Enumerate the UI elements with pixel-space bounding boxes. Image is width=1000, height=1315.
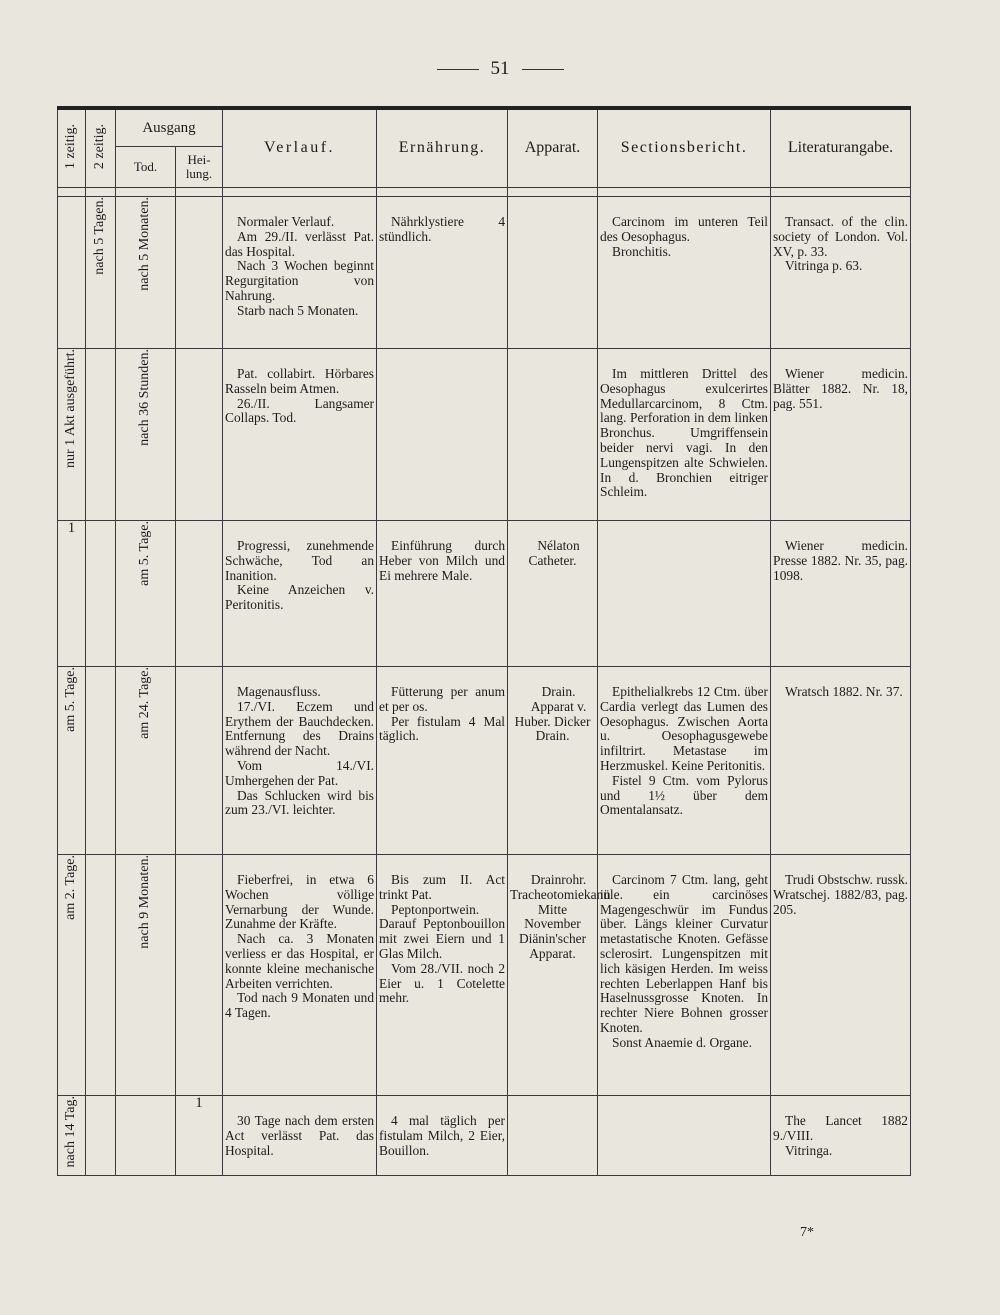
- table-row: [58, 667, 911, 855]
- cell-verlauf-paragraph: 30 Tage nach dem ersten Act verlässt Pat. das Hospital.: [225, 1113, 375, 1158]
- cell-apparat-paragraph: Apparat v. Huber. Dicker Drain.: [514, 698, 591, 744]
- cell-tod-text: am 5. Tage.: [137, 521, 153, 586]
- cell-zeitig-2: [86, 1096, 116, 1176]
- page-number-dash-left: [437, 69, 479, 70]
- cell-apparat: [508, 667, 598, 855]
- cell-verlauf: [223, 855, 377, 1096]
- cell-verlauf: [223, 349, 377, 521]
- cell-literaturangabe-paragraph: Wratsch 1882. Nr. 37.: [785, 684, 903, 699]
- cell-zeitig-2: [86, 521, 116, 667]
- header-zeitig-2: 2 zeitig.: [86, 108, 116, 188]
- case-table: [57, 106, 911, 1176]
- cell-ernaehrung: [377, 349, 508, 521]
- cell-sectionsbericht: [598, 667, 771, 855]
- cell-heilung: 1: [176, 1096, 223, 1176]
- cell-verlauf: [223, 197, 377, 349]
- cell-sectionsbericht: [598, 1096, 771, 1176]
- cell-zeitig-1: [58, 855, 86, 1096]
- cell-heilung: [176, 667, 223, 855]
- cell-verlauf-paragraph: Starb nach 5 Monaten.: [237, 302, 359, 318]
- cell-tod-text: nach 9 Monaten.: [137, 855, 153, 949]
- cell-zeitig-1: [58, 197, 86, 349]
- cell-tod-text: am 24. Tage.: [137, 667, 153, 739]
- cell-apparat: [508, 521, 598, 667]
- cell-apparat: [508, 1096, 598, 1176]
- cell-verlauf-paragraph: Nach 3 Wochen beginnt Regurgitation von Nahrung.: [225, 258, 375, 303]
- cell-literaturangabe-paragraph: Vitringa p. 63.: [785, 258, 863, 274]
- cell-sectionsbericht-paragraph: Bronchitis.: [612, 243, 672, 259]
- cell-zeitig-1: [58, 349, 86, 521]
- cell-verlauf-paragraph: Magenausfluss.: [237, 684, 321, 699]
- cell-tod: [116, 349, 176, 521]
- cell-ernaehrung-paragraph: Nährklystiere 4 stündlich.: [379, 214, 506, 244]
- cell-zeitig-1-text: am 2. Tage.: [63, 855, 79, 920]
- cell-sectionsbericht-paragraph: Fistel 9 Ctm. vom Pylorus und 1½ über dem Omentalansatz.: [600, 772, 769, 818]
- cell-zeitig-1: [58, 667, 86, 855]
- cell-sectionsbericht-paragraph: Epithelialkrebs 12 Ctm. über Cardia verlegt das Lumen des Oesophagus. Zwischen Aorta u. Oesophagusgewebe infiltrirt. Metastase im Herzmuskel. Keine Peritonitis.: [600, 684, 769, 773]
- cell-literaturangabe-paragraph: Wiener medicin. Blätter 1882. Nr. 18, pag. 551.: [773, 366, 909, 411]
- cell-verlauf-paragraph: Normaler Verlauf.: [237, 214, 335, 229]
- page-number: [0, 58, 1000, 80]
- header-verlauf: Verlauf.: [223, 108, 377, 188]
- cell-verlauf-paragraph: Keine Anzeichen v. Peritonitis.: [225, 582, 375, 613]
- cell-sectionsbericht-paragraph: Carcinom im unteren Teil des Oesophagus.: [600, 214, 769, 244]
- cell-ernaehrung-paragraph: Vom 28./VII. noch 2 Eier u. 1 Cotelette mehr.: [379, 960, 506, 1006]
- cell-ernaehrung-paragraph: Fütterung per anum et per os.: [379, 684, 506, 714]
- table-row: [58, 521, 911, 667]
- cell-ernaehrung-paragraph: 4 mal täglich per fistulam Milch, 2 Eier, Bouillon.: [379, 1113, 506, 1158]
- cell-zeitig-2: [86, 855, 116, 1096]
- cell-zeitig-2: [86, 349, 116, 521]
- cell-tod: [116, 197, 176, 349]
- cell-verlauf-paragraph: Vom 14./VI. Umhergehen der Pat.: [225, 757, 375, 788]
- cell-ernaehrung-paragraph: Bis zum II. Act trinkt Pat.: [379, 872, 506, 902]
- cell-zeitig-2: [86, 667, 116, 855]
- header-literaturangabe: Literaturangabe.: [771, 108, 911, 188]
- cell-verlauf-paragraph: Fieberfrei, in etwa 6 Wochen völlige Vernarbung der Wunde. Zunahme der Kräfte.: [225, 872, 375, 932]
- table-row: [58, 197, 911, 349]
- cell-sectionsbericht: [598, 349, 771, 521]
- cell-zeitig-2: [86, 197, 116, 349]
- cell-tod: [116, 667, 176, 855]
- cell-zeitig-1: 1: [58, 521, 86, 667]
- cell-sectionsbericht-paragraph: Sonst Anaemie d. Organe.: [612, 1034, 752, 1050]
- cell-zeitig-1: [58, 1096, 86, 1176]
- cell-literaturangabe: [771, 1096, 911, 1176]
- cell-verlauf: [223, 1096, 377, 1176]
- header-zeitig-1: 1 zeitig.: [58, 108, 86, 188]
- cell-tod: [116, 855, 176, 1096]
- cell-apparat: [508, 855, 623, 1096]
- cell-tod-text: nach 36 Stunden.: [137, 349, 153, 446]
- cell-literaturangabe-paragraph: Trudi Obstschw. russk. Wratschej. 1882/83, pag. 205.: [773, 872, 909, 917]
- page-number-dash-right: [522, 69, 564, 70]
- cell-sectionsbericht-paragraph: Im mittleren Drittel des Oesophagus exulcerirtes Medullarcarcinom, 8 Ctm. lang. Perforation in dem linken Bronchus. Umgriffensein beider nervi vagi. In den Lungenspitzen alte Schwielen. In d. Bronchien eitriger Schleim.: [600, 366, 769, 500]
- cell-ernaehrung-paragraph: Per fistulam 4 Mal täglich.: [379, 713, 506, 744]
- cell-literaturangabe: [771, 667, 911, 855]
- cell-verlauf-paragraph: Tod nach 9 Monaten und 4 Tagen.: [225, 990, 375, 1021]
- cell-apparat: [508, 349, 598, 521]
- cell-verlauf-paragraph: 26./II. Langsamer Collaps. Tod.: [225, 395, 375, 426]
- cell-ernaehrung: [377, 855, 508, 1096]
- header-tod: Tod.: [116, 147, 176, 188]
- cell-tod: [116, 1096, 176, 1176]
- header-spacer: [58, 188, 911, 197]
- header-apparat: Apparat.: [508, 108, 598, 188]
- cell-ernaehrung: [377, 197, 508, 349]
- header-ernaehrung: Ernährung.: [377, 108, 508, 188]
- cell-apparat-paragraph: Nélaton Catheter.: [528, 538, 580, 568]
- cell-zeitig-1-text: nur 1 Akt ausgeführt.: [63, 349, 79, 468]
- cell-zeitig-1-text: am 5. Tage.: [63, 667, 79, 732]
- cell-verlauf-paragraph: Pat. collabirt. Hörbares Rasseln beim Atmen.: [225, 366, 375, 396]
- cell-heilung: [176, 349, 223, 521]
- cell-heilung: [176, 855, 223, 1096]
- signature-mark: 7*: [800, 1225, 814, 1240]
- cell-verlauf: [223, 667, 377, 855]
- cell-literaturangabe-paragraph: The Lancet 1882 9./VIII.: [773, 1113, 909, 1143]
- cell-literaturangabe: [771, 521, 911, 667]
- table-row: [58, 855, 911, 1096]
- cell-verlauf-paragraph: Progressi, zunehmende Schwäche, Tod an Inanition.: [225, 538, 375, 583]
- cell-verlauf: [223, 521, 377, 667]
- cell-apparat: [508, 197, 598, 349]
- cell-heilung: [176, 521, 223, 667]
- header-sectionsbericht: Sectionsbericht.: [598, 108, 771, 188]
- cell-ernaehrung: [377, 1096, 508, 1176]
- cell-tod-text: nach 5 Monaten.: [137, 197, 153, 291]
- cell-verlauf-paragraph: Am 29./II. verlässt Pat. das Hospital.: [225, 228, 375, 259]
- cell-literaturangabe: [771, 855, 911, 1096]
- cell-ernaehrung: [377, 521, 508, 667]
- cell-sectionsbericht-paragraph: Carcinom 7 Ctm. lang, geht in ein carcinöses Magengeschwür im Fundus über. Längs kleiner Curvatur metastatische Knoten. Gefässe sclerosirt. Lungenspitzen mit lich käsigen Herden. Im weiss rechten Leberlappen Hanf bis Haselnussgrosse Knoten. In rechter Niere Bohnen grosser Knoten.: [600, 872, 769, 1035]
- cell-zeitig-2-text: nach 5 Tagen.: [92, 197, 108, 275]
- cell-apparat-paragraph: Drain.: [541, 684, 576, 699]
- header-heilung: Hei- lung.: [176, 147, 223, 188]
- cell-heilung: [176, 197, 223, 349]
- cell-verlauf-paragraph: Nach ca. 3 Monaten verliess er das Hospital, er konnte kleine mechanische Arbeiten verrichten.: [225, 931, 375, 991]
- cell-tod: [116, 521, 176, 667]
- cell-sectionsbericht: [598, 521, 771, 667]
- header-ausgang: Ausgang: [116, 108, 223, 147]
- table-row: [58, 1096, 911, 1176]
- table-body: [58, 197, 911, 1176]
- cell-sectionsbericht: [598, 855, 771, 1096]
- cell-literaturangabe: [771, 197, 911, 349]
- cell-zeitig-1-text: nach 14 Tag.: [63, 1096, 79, 1168]
- cell-ernaehrung-paragraph: Peptonportwein. Darauf Peptonbouillon mit zwei Eiern und 1 Glas Milch.: [379, 901, 506, 961]
- cell-literaturangabe-paragraph: Wiener medicin. Presse 1882. Nr. 35, pag. 1098.: [773, 538, 909, 583]
- cell-literaturangabe-paragraph: Vitringa.: [785, 1142, 833, 1158]
- cell-verlauf-paragraph: Das Schlucken wird bis zum 23./VI. leichter.: [225, 787, 375, 818]
- cell-literaturangabe: [771, 349, 911, 521]
- cell-literaturangabe-paragraph: Transact. of the clin. society of London. Vol. XV, p. 33.: [773, 214, 909, 259]
- page-number-text: 51: [490, 58, 510, 79]
- cell-ernaehrung-paragraph: Einführung durch Heber von Milch und Ei mehrere Male.: [379, 538, 506, 583]
- cell-sectionsbericht: [598, 197, 771, 349]
- table-row: [58, 349, 911, 521]
- cell-verlauf-paragraph: 17./VI. Eczem und Erythem der Bauchdecken. Entfernung des Drains während der Nacht.: [225, 698, 375, 759]
- cell-ernaehrung: [377, 667, 508, 855]
- cell-apparat-paragraph: Drainrohr. Tracheotomiekanüle. Mitte November Diänin'scher Apparat.: [510, 872, 623, 961]
